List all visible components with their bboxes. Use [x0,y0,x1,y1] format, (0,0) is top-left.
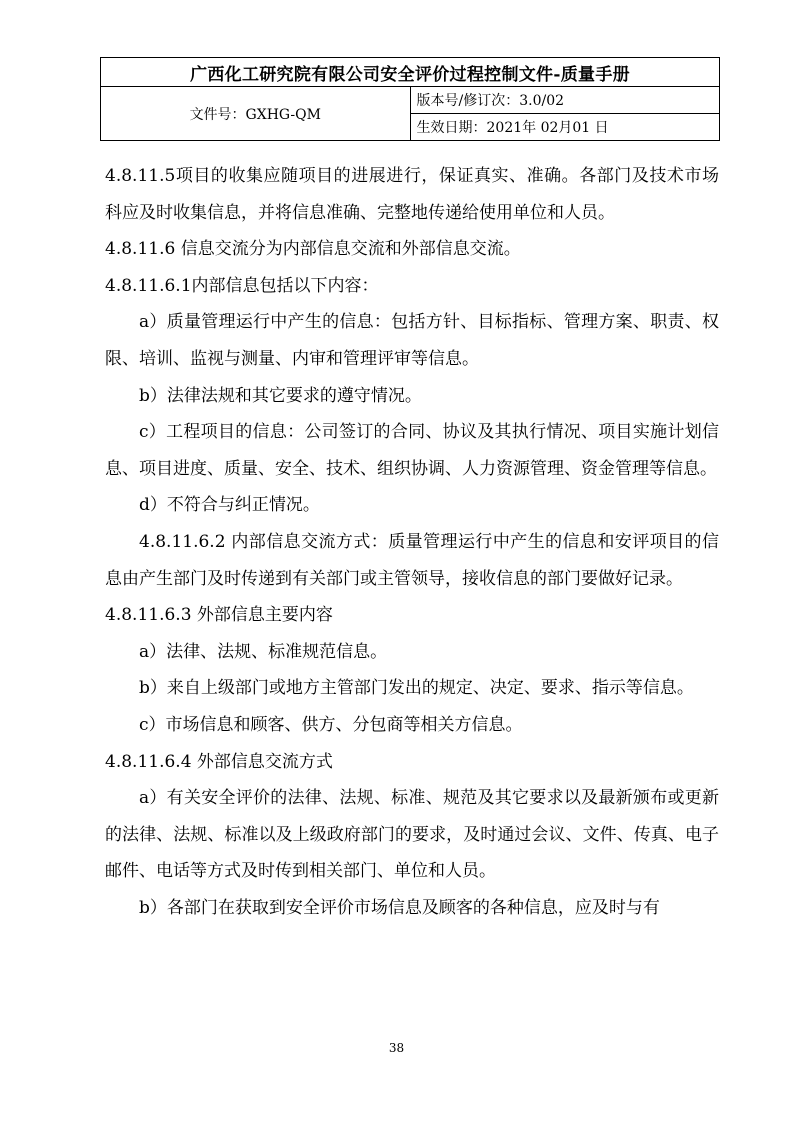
document-header-table [100,57,720,141]
effective-date: 生效日期：2021年 02月01 日 [410,114,720,141]
list-item-internal-d: d）不符合与纠正情况。 [139,495,320,516]
paragraph-4-8-11-6-2: 4.8.11.6.2 内部信息交流方式：质量管理运行中产生的信息和安评项目的信息由产生部门及时传递到有关部门或主管领导，接收信息的部门要做好记录。 [105,531,719,589]
document-title: 广西化工研究院有限公司安全评价过程控制文件-质量手册 [101,58,720,87]
list-item-method-a: a）有关安全评价的法律、法规、标准、规范及其它要求以及最新颁布或更新的法律、法规、标准以及上级政府部门的要求，及时通过会议、文件、传真、电子邮件、电话等方式及时传到相关部门、单位和人员。 [105,788,719,882]
list-item-external-a: a）法律、法规、标准规范信息。 [139,641,388,662]
list-item-internal-a: a）质量管理运行中产生的信息：包括方针、目标指标、管理方案、职责、权限、培训、监视与测量、内审和管理评审等信息。 [105,312,719,369]
list-item-method-b: b）各部门在获取到安全评价市场信息及顾客的各种信息，应及时与有 [139,897,660,918]
paragraph-4-8-11-6: 4.8.11.6 信息交流分为内部信息交流和外部信息交流。 [105,239,521,260]
paragraph-4-8-11-5: 4.8.11.5项目的收集应随项目的进展进行，保证真实、准确。各部门及技术市场科应及时收集信息，并将信息准确、完整地传递给使用单位和人员。 [105,166,719,223]
list-item-external-c: c）市场信息和顾客、供方、分包商等相关方信息。 [139,714,523,735]
document-body [105,158,719,926]
paragraph-4-8-11-6-3: 4.8.11.6.3 外部信息主要内容 [105,605,333,626]
list-item-internal-b: b）法律法规和其它要求的遵守情况。 [139,385,422,406]
paragraph-4-8-11-6-1: 4.8.11.6.1内部信息包括以下内容： [105,275,379,296]
version-number: 版本号/修订次：3.0/02 [410,87,720,114]
page-number: 38 [388,1041,405,1055]
list-item-external-b: b）来自上级部门或地方主管部门发出的规定、决定、要求、指示等信息。 [139,678,694,699]
document-number: 文件号：GXHG-QM [101,87,411,141]
paragraph-4-8-11-6-4: 4.8.11.6.4 外部信息交流方式 [105,751,333,772]
list-item-internal-c: c）工程项目的信息：公司签订的合同、协议及其执行情况、项目实施计划信息、项目进度、质量、安全、技术、组织协调、人力资源管理、资金管理等信息。 [105,422,719,479]
